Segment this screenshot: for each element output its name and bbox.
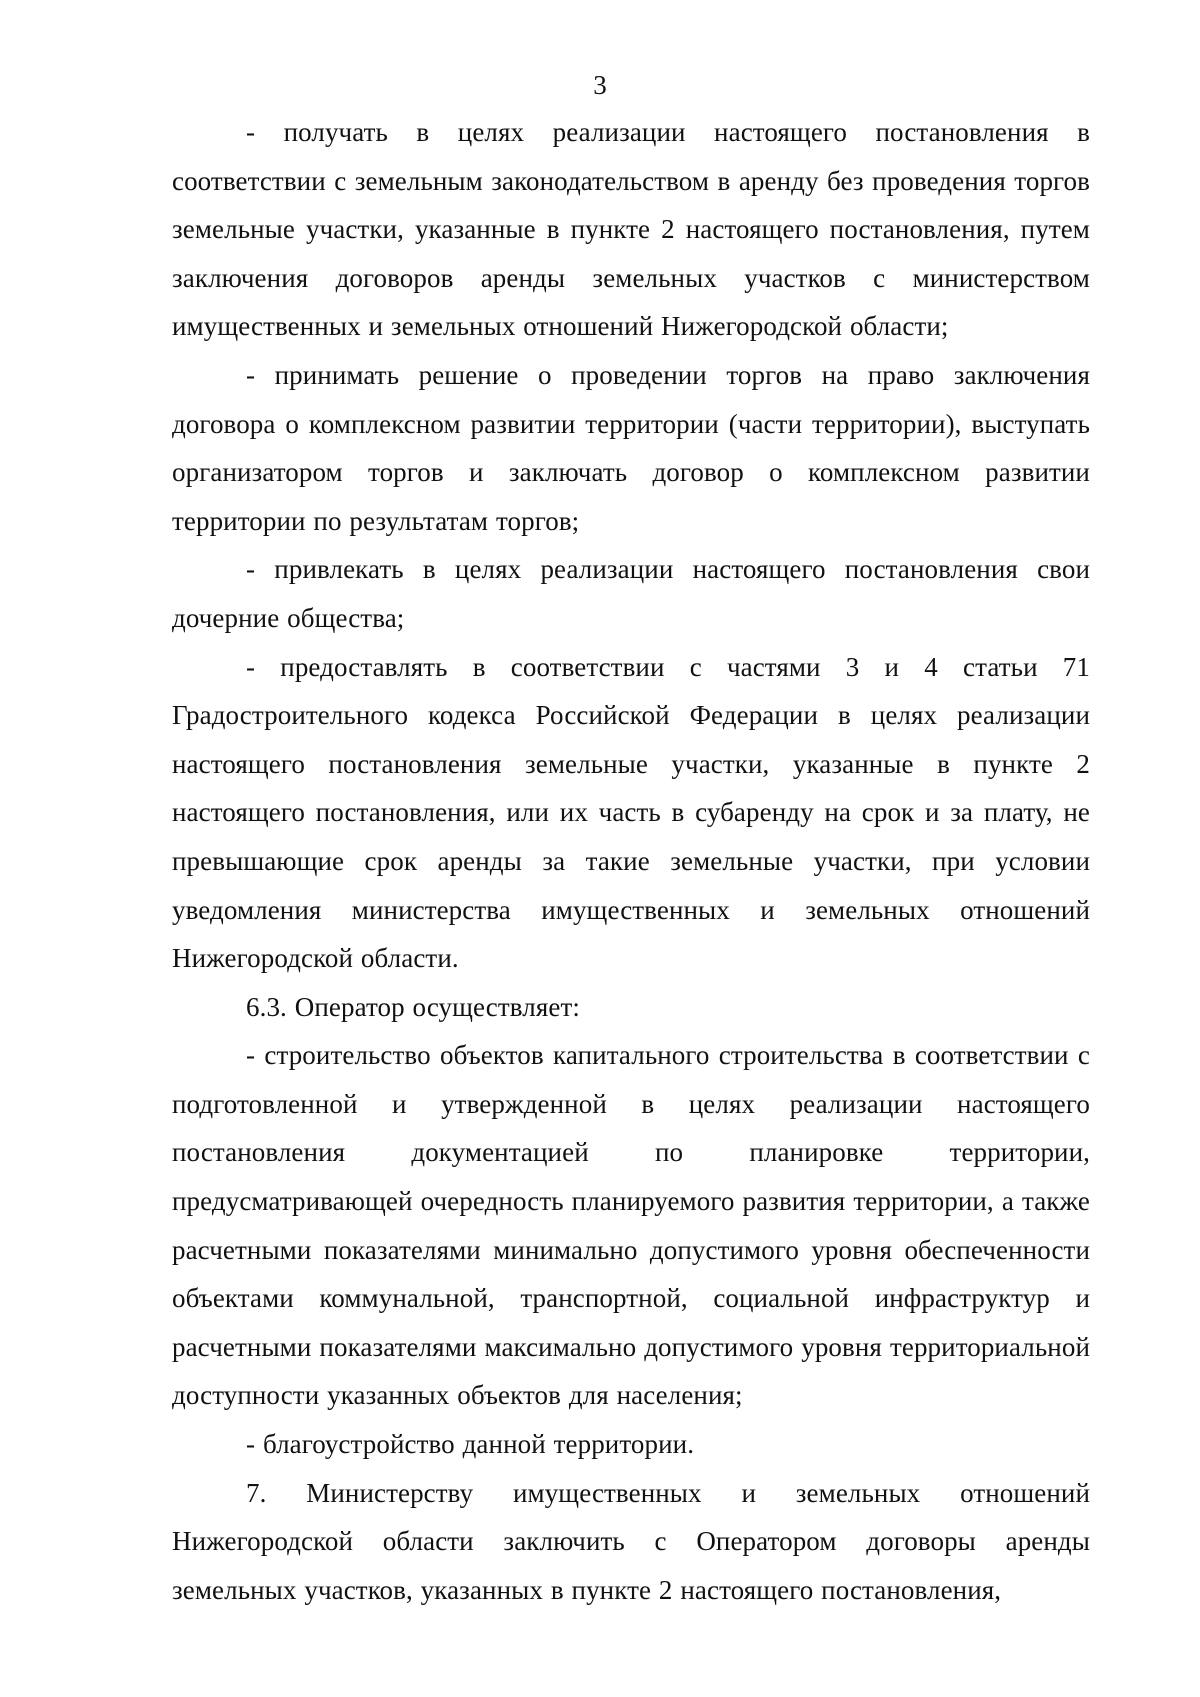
paragraph-operator-heading: 6.3. Оператор осуществляет: xyxy=(246,991,580,1022)
body-text xyxy=(172,108,1090,1614)
paragraph-ministry-lease: 7. Министерству имущественных и земельных отношений Нижегородской области заключить с Оператором договоры аренды земельных участков, указанных в пункте 2 настоящего постановления, xyxy=(172,1477,1090,1605)
page-number: 3 xyxy=(593,70,607,100)
paragraph-subsidiaries: - привлекать в целях реализации настоящего постановления свои дочерние общества; xyxy=(172,554,1090,633)
paragraph-landscaping: - благоустройство данной территории. xyxy=(246,1429,695,1460)
paragraph-construction: - строительство объектов капитального строительства в соответствии с подготовленной и утвержденной в целях реализации настоящего постановления документацией по планировке территории, предусматривающей очередность планируемого развития территории, а также расчетными показателями минимально допустимого уровня обеспеченности объектами коммунальной, транспортной, социальной инфраструктур и расчетными показателями максимально допустимого уровня территориальной доступности указанных объектов для населения; xyxy=(172,1040,1090,1411)
paragraph-receive-land-lease: - получать в целях реализации настоящего постановления в соответствии с земельным законодательством в аренду без проведения торгов земельные участки, указанные в пункте 2 настоящего постановления, путем заключения договоров аренды земельных участков с министерством имущественных и земельных отношений Нижегородской области; xyxy=(172,117,1090,342)
paragraph-auction-decision: - принимать решение о проведении торгов на право заключения договора о комплексном развитии территории (части территории), выступать организатором торгов и заключать договор о комплексном развитии территории по результатам торгов; xyxy=(172,359,1090,536)
paragraph-sublease: - предоставлять в соответствии с частями 3 и 4 статьи 71 Градостроительного кодекса Российской Федерации в целях реализации настоящего постановления земельные участки, указанные в пункте 2 настоящего постановления, или их часть в субаренду на срок и за плату, не превышающие срок аренды за такие земельные участки, при условии уведомления министерства имущественных и земельных отношений Нижегородской области. xyxy=(172,651,1090,974)
